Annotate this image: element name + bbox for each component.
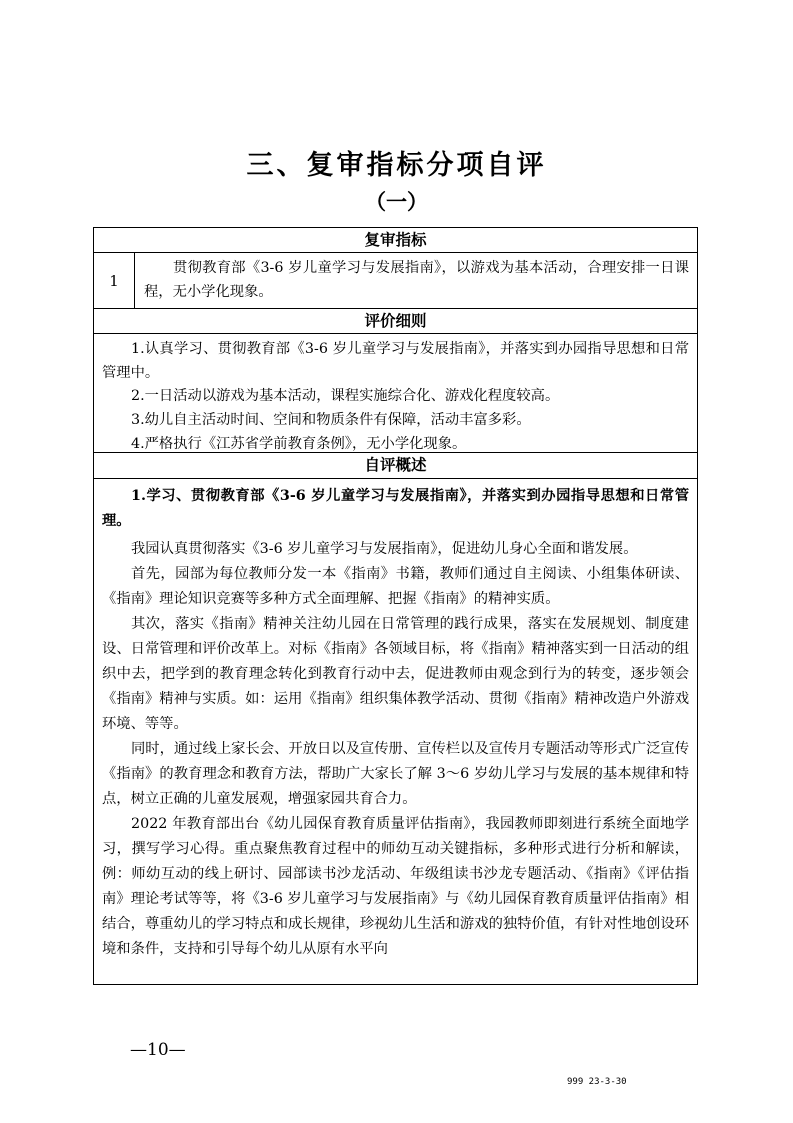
indicator-text-cell <box>144 257 689 304</box>
summary-paragraph: 同时，通过线上家长会、开放日以及宣传册、宣传栏以及宣传月专题活动等形式广泛宣传《指南》的教育理念和教育方法，帮助广大家长了解 3～6 岁幼儿学习与发展的基本规律和特点，树立正确的儿童发展观，增强家园共育合力。 <box>102 741 689 807</box>
indicator-text: 贯彻教育部《3-6 岁儿童学习与发展指南》，以游戏为基本活动，合理安排一日课程，无小学化现象。 <box>144 260 689 300</box>
summary-paragraph: 其次，落实《指南》精神关注幼儿园在日常管理的践行成果，落实在发展规划、制度建设、日常管理和评价改革上。对标《指南》各领域目标，将《指南》精神落实到一日活动的组织中去，把学到的教育理念转化到教育行动中去，促进教师由观念到行为的转变，逐步领会《指南》精神与实质。如：运用《指南》组织集体教学活动、贯彻《指南》精神改造户外游戏环境、等等。 <box>102 616 689 732</box>
criteria-item: 4.严格执行《江苏省学前教育条例》，无小学化现象。 <box>131 435 467 452</box>
summary-paragraph: 我园认真贯彻落实《3-6 岁儿童学习与发展指南》，促进幼儿身心全面和谐发展。 <box>131 541 638 557</box>
print-code: 999 23-3-30 <box>567 1077 627 1087</box>
section-header-self-evaluation: 自评概述 <box>94 453 697 479</box>
section-header-review-indicator: 复审指标 <box>94 228 697 253</box>
indicator-number: 1 <box>94 253 135 308</box>
summary-paragraph: 2022 年教育部出台《幼儿园保育教育质量评估指南》，我园教师即刻进行系统全面地学习，撰写学习心得。重点聚焦教育过程中的师幼互动关键指标，多种形式进行分析和解读，例：师幼互动的线上研讨、园部读书沙龙活动、年级组读书沙龙专题活动、《指南》《评估指南》理论考试等等，将《3-6 岁儿童学习与发展指南》与《幼儿园保育教育质量评估指南》相结合，尊重幼儿的学习特点和成长规律，珍视幼儿生活和游戏的独特价值，有针对性地创设环境和条件，支持和引导每个幼儿从原有水平向 <box>102 816 689 957</box>
evaluation-table <box>93 227 698 985</box>
indicator-row <box>94 253 697 309</box>
criteria-item: 2.一日活动以游戏为基本活动，课程实施综合化、游戏化程度较高。 <box>131 388 560 405</box>
summary-cell <box>94 479 697 984</box>
criteria-item: 1.认真学习、贯彻教育部《3-6 岁儿童学习与发展指南》，并落实到办园指导思想和日常管理中。 <box>102 341 689 381</box>
summary-paragraph: 首先，园部为每位教师分发一本《指南》书籍，教师们通过自主阅读、小组集体研读、《指南》理论知识竞赛等多种方式全面理解、把握《指南》的精神实质。 <box>102 566 689 607</box>
summary-heading: 1.学习、贯彻教育部《3-6 岁儿童学习与发展指南》，并落实到办园指导思想和日常管理。 <box>102 488 689 529</box>
page-title: 三、复审指标分项自评 <box>246 150 547 181</box>
page-subtitle: （一） <box>365 190 428 214</box>
page-number: —10— <box>130 1040 186 1060</box>
section-header-criteria: 评价细则 <box>94 309 697 334</box>
criteria-item: 3.幼儿自主活动时间、空间和物质条件有保障，活动丰富多彩。 <box>131 412 531 429</box>
criteria-cell <box>94 334 697 453</box>
